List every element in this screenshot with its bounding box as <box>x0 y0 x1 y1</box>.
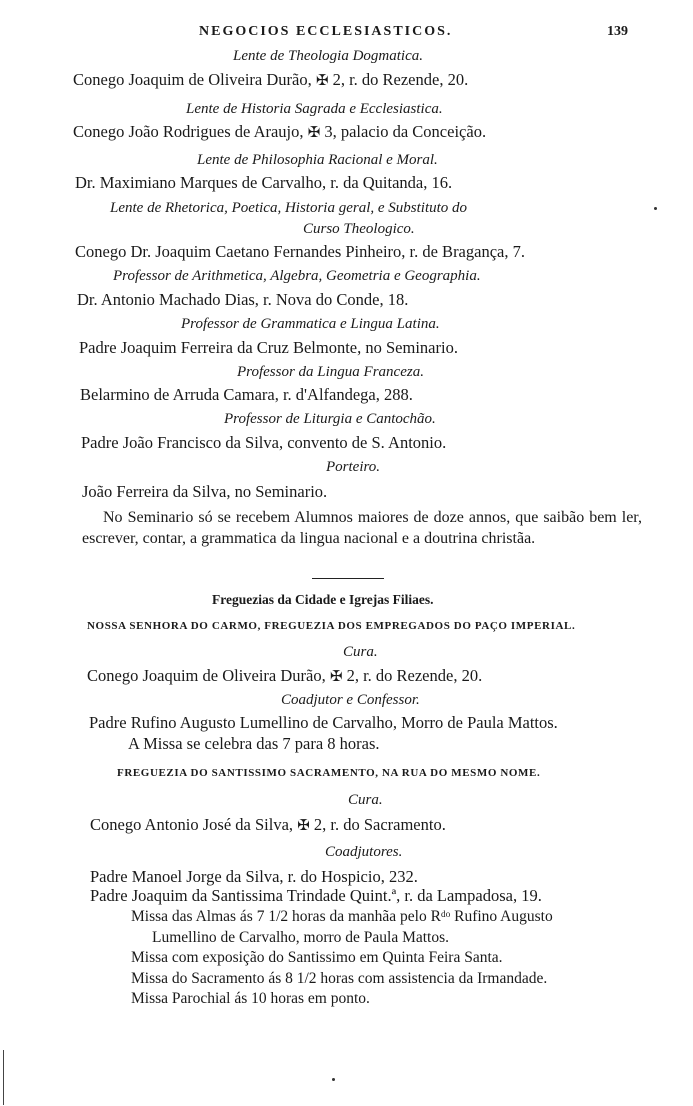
staff-entry: Belarmino de Arruda Camara, r. d'Alfandega, 288. <box>80 385 413 404</box>
staff-entry: Padre Joaquim da Santissima Trindade Quint.ª, r. da Lampadosa, 19. <box>90 886 542 905</box>
mass-schedule: Missa do Sacramento ás 8 1/2 horas com assistencia da Irmandade. <box>131 970 548 987</box>
staff-entry: Conego Antonio José da Silva, ✠ 2, r. do Sacramento. <box>90 815 446 834</box>
parish-title: NOSSA SENHORA DO CARMO, FREGUEZIA DOS EMPREGADOS DO PAÇO IMPERIAL. <box>87 620 576 632</box>
section-heading: Freguezias da Cidade e Igrejas Filiaes. <box>212 592 434 607</box>
parish-title: FREGUEZIA DO SANTISSIMO SACRAMENTO, NA RUA DO MESMO NOME. <box>117 767 541 779</box>
role-heading: Coadjutor e Confessor. <box>281 692 420 708</box>
scan-margin-line <box>3 1050 4 1105</box>
mass-schedule-continued: Lumellino de Carvalho, morro de Paula Mattos. <box>152 929 450 946</box>
staff-entry: Conego João Rodrigues de Araujo, ✠ 3, palacio da Conceição. <box>73 122 487 141</box>
staff-entry: Conego Joaquim de Oliveira Durão, ✠ 2, r. do Rezende, 20. <box>87 666 483 685</box>
role-heading: Professor de Liturgia e Cantochão. <box>224 411 436 427</box>
staff-entry: Conego Joaquim de Oliveira Durão, ✠ 2, r. do Rezende, 20. <box>73 70 469 89</box>
role-heading: Professor de Grammatica e Lingua Latina. <box>181 316 440 332</box>
section-divider <box>312 578 384 579</box>
role-heading: Cura. <box>348 792 383 808</box>
mass-schedule: Missa Parochial ás 10 horas em ponto. <box>131 990 370 1007</box>
scan-speck <box>332 1078 335 1081</box>
scan-speck <box>654 207 657 210</box>
staff-entry: Dr. Antonio Machado Dias, r. Nova do Conde, 18. <box>77 290 409 309</box>
cross-icon: ✠ <box>297 816 310 834</box>
staff-entry: João Ferreira da Silva, no Seminario. <box>82 482 328 501</box>
running-header: NEGOCIOS ECCLESIASTICOS. <box>199 24 453 39</box>
staff-entry: Padre João Francisco da Silva, convento de S. Antonio. <box>81 433 447 452</box>
role-heading: Professor de Arithmetica, Algebra, Geometria e Geographia. <box>113 268 481 284</box>
cross-icon: ✠ <box>307 123 321 141</box>
staff-entry: Dr. Maximiano Marques de Carvalho, r. da Quitanda, 16. <box>75 173 453 192</box>
staff-entry: Padre Joaquim Ferreira da Cruz Belmonte, no Seminario. <box>79 338 458 357</box>
role-heading: Porteiro. <box>326 459 381 475</box>
cross-icon: ✠ <box>329 667 343 685</box>
page-number: 139 <box>607 24 628 39</box>
staff-entry: Conego Dr. Joaquim Caetano Fernandes Pinheiro, r. de Bragança, 7. <box>75 242 525 261</box>
admission-note: No Seminario só se recebem Alumnos maiores de doze annos, que saibão bem ler, escrever, contar, a grammatica da lingua nacional e a doutrina christãa. <box>82 509 642 547</box>
staff-entry: Padre Rufino Augusto Lumellino de Carvalho, Morro de Paula Mattos. <box>89 713 558 732</box>
role-heading: Lente de Theologia Dogmatica. <box>233 48 423 64</box>
role-heading: Cura. <box>343 644 378 660</box>
role-heading: Coadjutores. <box>325 844 403 860</box>
role-heading-continued: Curso Theologico. <box>303 221 415 237</box>
role-heading: Lente de Historia Sagrada e Ecclesiastica. <box>186 101 443 117</box>
mass-schedule: Missa com exposição do Santissimo em Quinta Feira Santa. <box>131 949 503 966</box>
role-heading: Lente de Rhetorica, Poetica, Historia geral, e Substituto do <box>110 200 468 216</box>
mass-schedule: Missa das Almas ás 7 1/2 horas da manhãa pelo Rᵈᵒ Rufino Augusto <box>131 908 553 925</box>
staff-entry: Padre Manoel Jorge da Silva, r. do Hospicio, 232. <box>90 867 418 886</box>
mass-schedule: A Missa se celebra das 7 para 8 horas. <box>128 734 380 753</box>
cross-icon: ✠ <box>315 71 329 89</box>
role-heading: Professor da Lingua Franceza. <box>237 364 424 380</box>
role-heading: Lente de Philosophia Racional e Moral. <box>197 152 438 168</box>
